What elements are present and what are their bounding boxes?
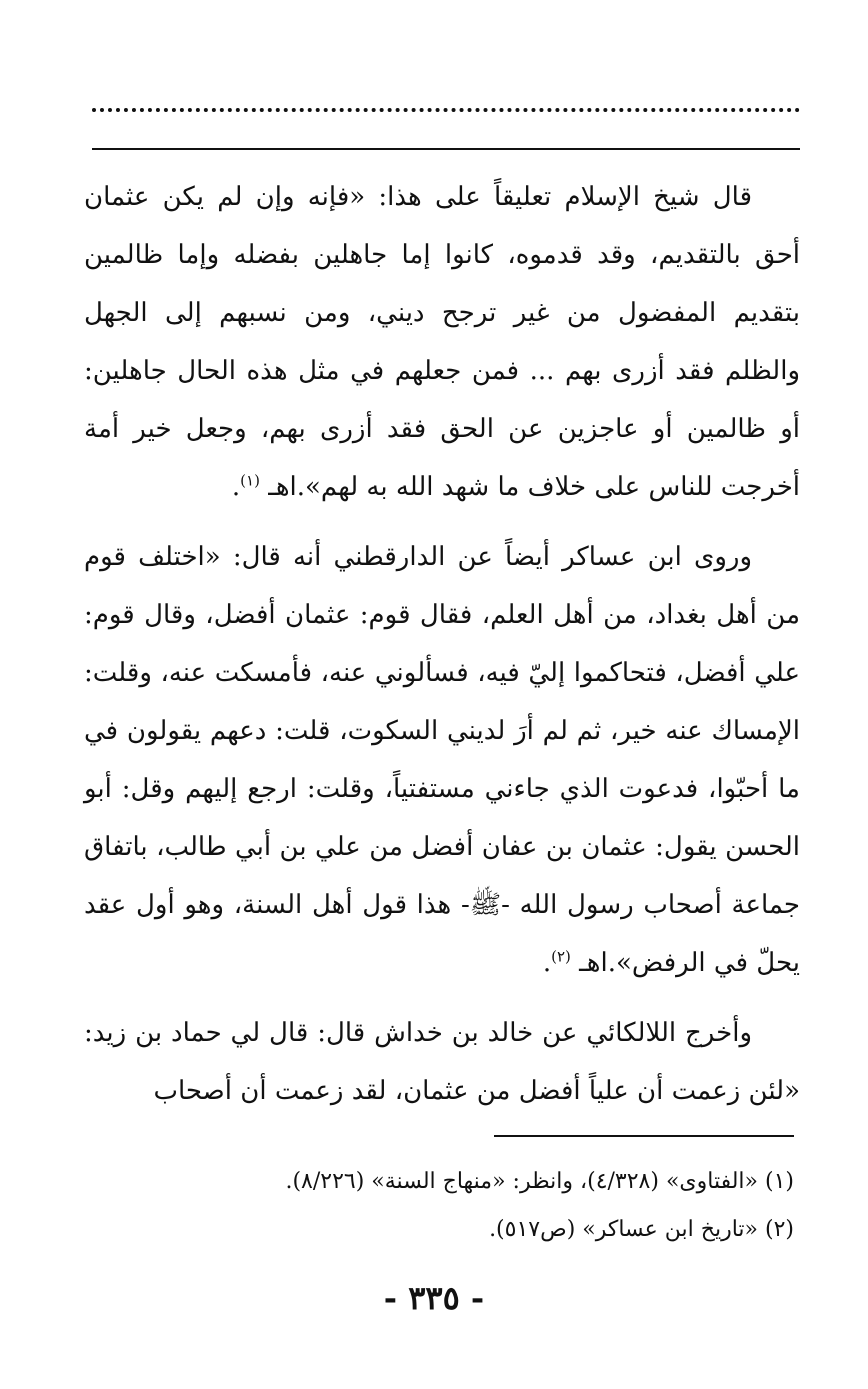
paragraph-2 xyxy=(84,528,800,992)
main-text xyxy=(84,168,800,1120)
header-rule xyxy=(92,148,800,150)
footnote-marker: (١) xyxy=(240,471,260,490)
dotted-separator xyxy=(92,92,800,112)
footnote-2: (٢) «تاريخ ابن عساكر» (ص٥١٧). xyxy=(489,1217,794,1242)
paragraph-text: وروى ابن عساكر أيضاً عن الدارقطني أنه قال: «اختلف قوم من أهل بغداد، من أهل العلم، فقال قوم: عثمان أفضل، وقال قوم: علي أفضل، فتحاكموا إليّ فيه، فسألوني عنه، فأمسكت عنه، وقلت: الإمساك عنه خير، ثم لم أرَ لديني السكوت، قلت: دعهم يقولون في ما أحبّوا، فدعوت الذي جاءني مستفتياً، وقلت: ارجع إليهم وقل: أبو الحسن يقول: عثمان بن عفان أفضل من علي بن أبي طالب، باتفاق جماعة أصحاب رسول الله -ﷺ- هذا قول أهل السنة، وهو أول عقد يحلّ في الرفض».اهـ xyxy=(84,542,800,978)
paragraph-3 xyxy=(84,1004,800,1120)
footnote-rule xyxy=(494,1135,794,1137)
paragraph-text: قال شيخ الإسلام تعليقاً على هذا: «فإنه وإن لم يكن عثمان أحق بالتقديم، وقد قدموه، كانوا إما جاهلين بفضله وإما ظالمين بتقديم المفضول من غير ترجح ديني، ومن نسبهم إلى الجهل والظلم فقد أزرى بهم ... فمن جعلهم في مثل هذه الحال جاهلين: أو ظالمين أو عاجزين عن الحق فقد أزرى بهم، وجعل خير أمة أخرجت للناس على خلاف ما شهد الله به لهم».اهـ xyxy=(84,182,800,502)
footnote-1: (١) «الفتاوى» (٤/٣٢٨)، وانظر: «منهاج السنة» (٨/٢٢٦). xyxy=(285,1169,794,1194)
paragraph-ending: . xyxy=(231,472,241,502)
paragraph-1 xyxy=(84,168,800,516)
paragraph-text: وأخرج اللالكائي عن خالد بن خداش قال: قال لي حماد بن زيد: «لئن زعمت أن علياً أفضل من عثمان، لقد زعمت أن أصحاب xyxy=(84,1018,800,1106)
footnotes xyxy=(84,1158,800,1254)
footnote-marker: (٢) xyxy=(551,947,571,966)
page-number: - ٣٣٥ - xyxy=(383,1279,485,1317)
paragraph-ending: . xyxy=(542,948,552,978)
